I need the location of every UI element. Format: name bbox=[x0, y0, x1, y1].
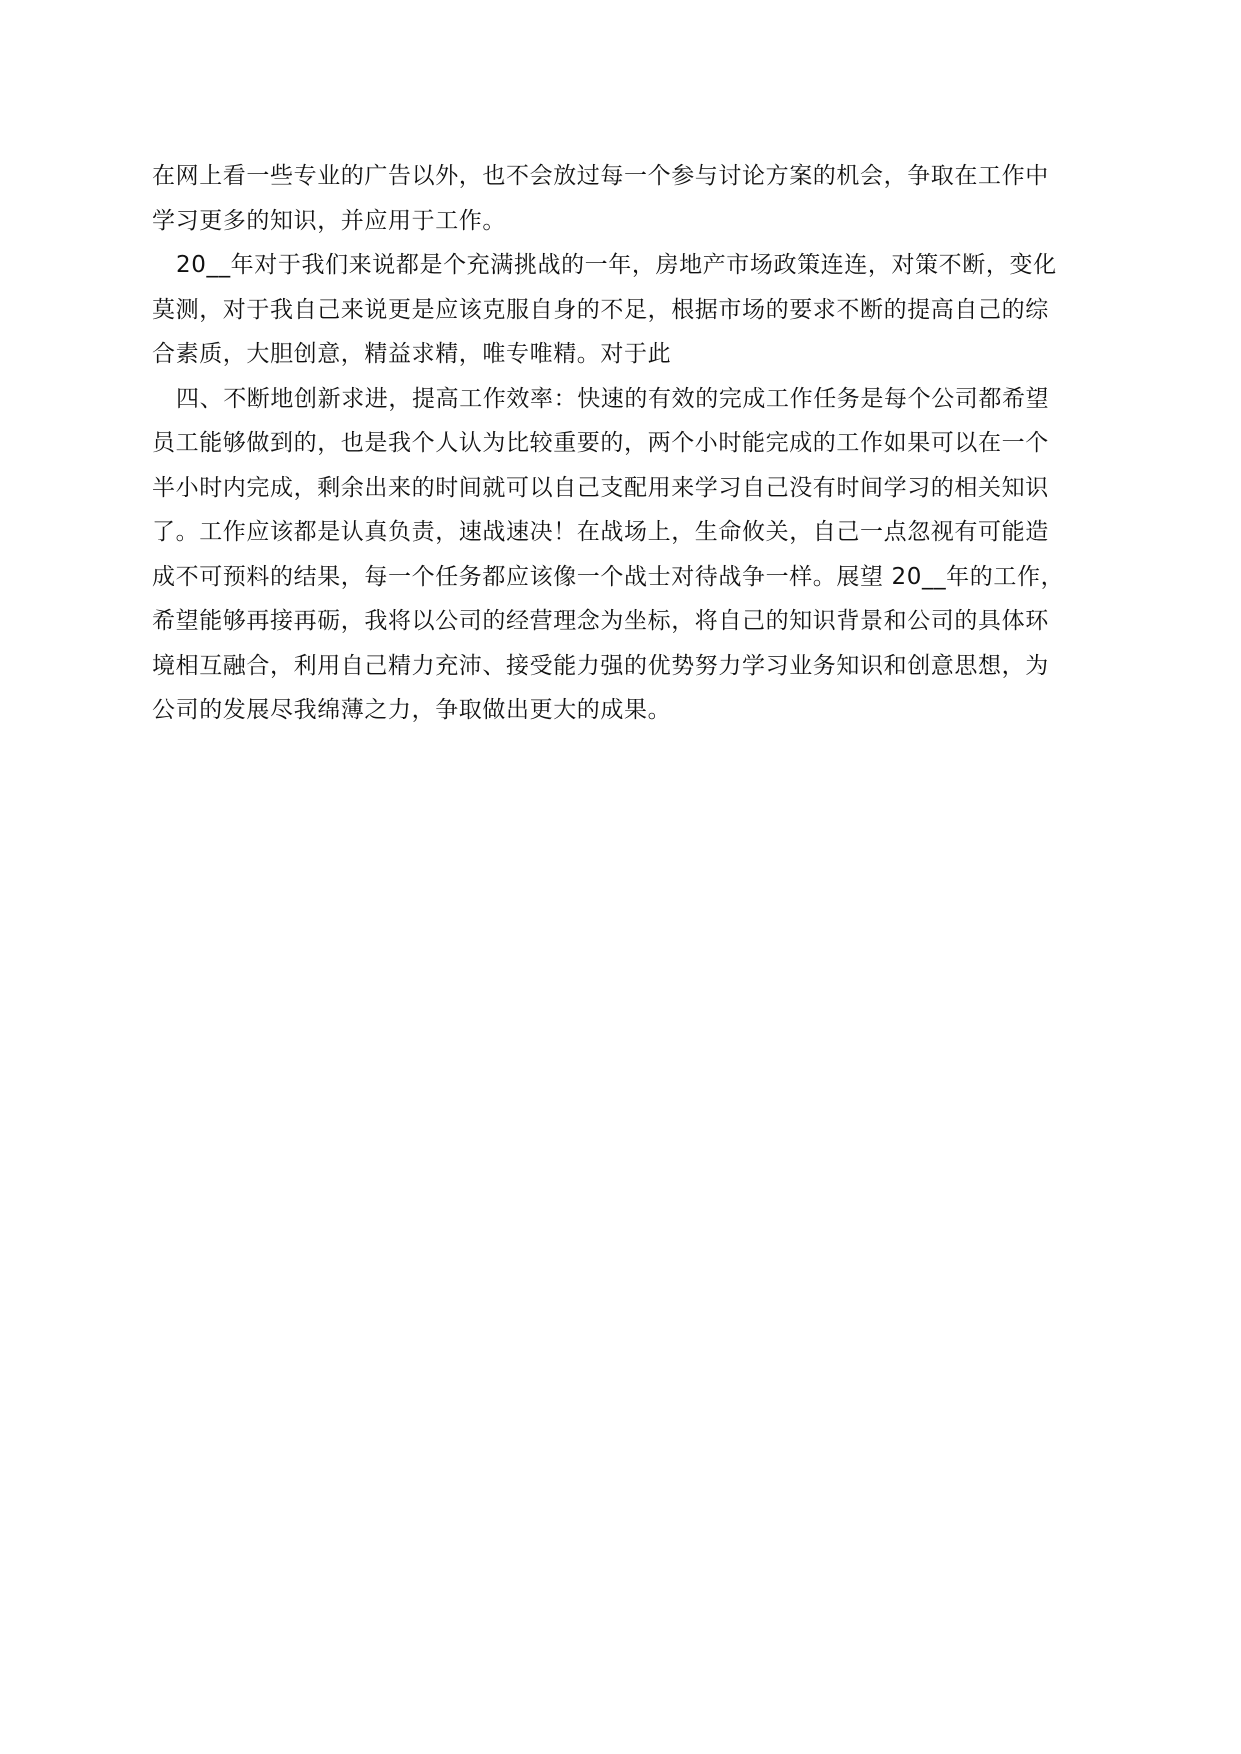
text-line: 莫测，对于我自己来说更是应该克服自身的不足，根据市场的要求不断的提高自己的综 bbox=[152, 296, 1049, 323]
document-body bbox=[152, 154, 1092, 733]
paragraph-3 bbox=[152, 377, 1092, 733]
text-line: 公司的发展尽我绵薄之力，争取做出更大的成果。 bbox=[152, 697, 672, 723]
text-line: 20__年对于我们来说都是个充满挑战的一年，房地产市场政策连连，对策不断，变化 bbox=[176, 252, 1057, 278]
paragraph-1 bbox=[152, 154, 1092, 243]
text-line: 了。工作应该都是认真负责，速战速决！在战场上，生命攸关，自己一点忽视有可能造 bbox=[152, 519, 1049, 545]
text-line: 四、不断地创新求进，提高工作效率：快速的有效的完成工作任务是每个公司都希望 bbox=[176, 385, 1050, 412]
text-line: 希望能够再接再砺，我将以公司的经营理念为坐标，将自己的知识背景和公司的具体环 bbox=[152, 608, 1049, 634]
text-line: 境相互融合，利用自己精力充沛、接受能力强的优势努力学习业务知识和创意思想，为 bbox=[152, 652, 1049, 679]
paragraph-2 bbox=[152, 243, 1092, 377]
text-line: 员工能够做到的，也是我个人认为比较重要的，两个小时能完成的工作如果可以在一个 bbox=[152, 430, 1049, 456]
text-line: 成不可预料的结果，每一个任务都应该像一个战士对待战争一样。展望 20__年的工作， bbox=[152, 563, 1065, 590]
text-line: 在网上看一些专业的广告以外，也不会放过每一个参与讨论方案的机会，争取在工作中 bbox=[152, 163, 1049, 189]
text-line: 合素质，大胆创意，精益求精，唯专唯精。对于此 bbox=[152, 341, 672, 367]
text-line: 学习更多的知识，并应用于工作。 bbox=[152, 207, 506, 234]
text-line: 半小时内完成，剩余出来的时间就可以自己支配用来学习自己没有时间学习的相关知识 bbox=[152, 474, 1049, 501]
